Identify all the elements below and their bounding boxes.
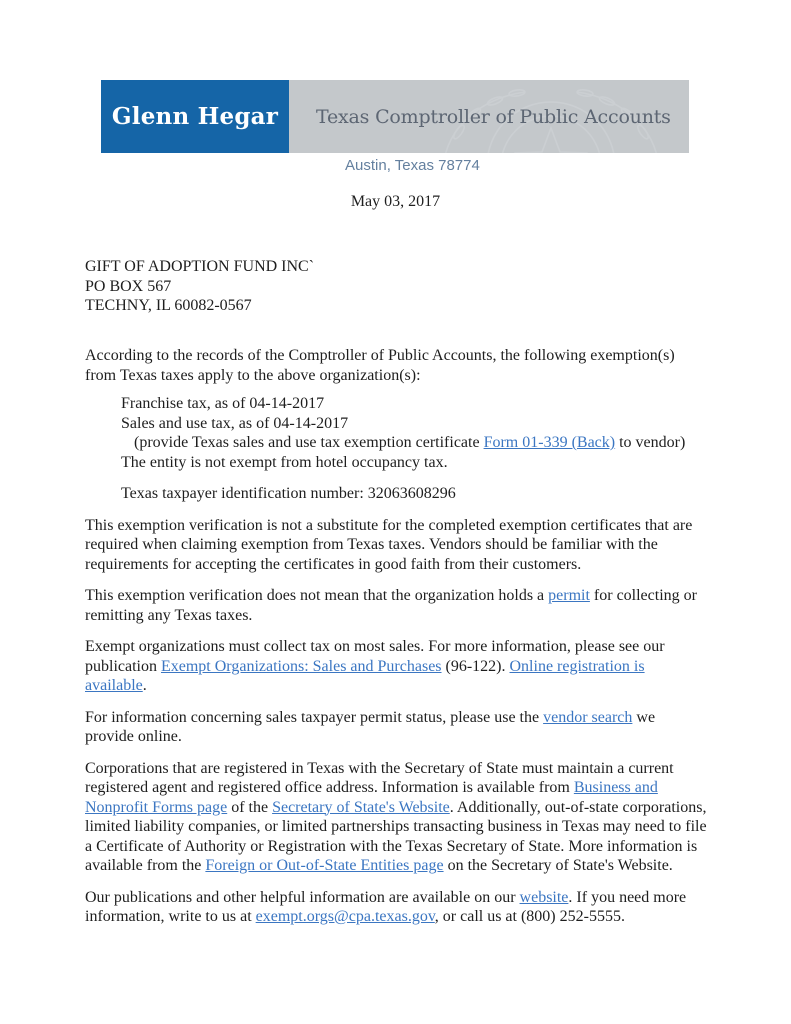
text-run: of the bbox=[227, 798, 273, 816]
recipient-line: TECHNY, IL 60082-0567 bbox=[85, 297, 252, 314]
exemption-line bbox=[85, 414, 707, 434]
text-run: (provide Texas sales and use tax exemption certificate bbox=[134, 434, 484, 451]
body-paragraph bbox=[85, 637, 707, 696]
foreign-or-out-of-state-entities-link[interactable]: Foreign or Out-of-State Entities page bbox=[205, 857, 444, 874]
exempt-orgs-email-link[interactable]: exempt.orgs@cpa.texas.gov bbox=[255, 908, 435, 925]
form-01-339-link[interactable]: Form 01-339 (Back) bbox=[483, 434, 616, 451]
exemption-line bbox=[85, 433, 707, 453]
vendor-search-link[interactable]: vendor search bbox=[543, 708, 633, 726]
exemption-line bbox=[85, 394, 707, 414]
website-link[interactable]: website bbox=[519, 888, 569, 906]
agency-name: Texas Comptroller of Public Accounts bbox=[316, 105, 671, 128]
text-run: Our publications and other helpful information are available on our bbox=[85, 888, 520, 906]
text-run: Sales and use tax, as of 04-14-2017 bbox=[121, 414, 349, 432]
text-run: for collecting or remitting any Texas taxes. bbox=[85, 587, 697, 624]
text-run: The entity is not exempt from hotel occupancy tax. bbox=[121, 453, 448, 471]
body-paragraphs bbox=[85, 516, 707, 927]
letterhead bbox=[101, 80, 689, 153]
exemption-line bbox=[85, 453, 707, 473]
letter-body bbox=[85, 346, 707, 927]
permit-link[interactable]: permit bbox=[548, 587, 590, 604]
text-run: Corporations that are registered in Texas with the Secretary of State must maintain a current registered agent and registered office address. Information is available from bbox=[85, 759, 674, 796]
official-name: Glenn Hegar bbox=[111, 103, 279, 130]
exemption-list bbox=[85, 394, 707, 472]
online-registration-link[interactable]: Online registration is available bbox=[85, 657, 645, 694]
text-run: Exempt organizations must collect tax on most sales. For more information, please see our publication bbox=[85, 638, 665, 675]
text-run: This exemption verification does not mean that the organization holds a bbox=[85, 587, 549, 604]
recipient-line: GIFT OF ADOPTION FUND INC` bbox=[85, 258, 315, 275]
recipient-line: PO BOX 567 bbox=[85, 277, 172, 295]
body-paragraph bbox=[85, 586, 707, 625]
comptroller-name-box bbox=[101, 80, 289, 153]
text-run: (96-122). bbox=[441, 657, 510, 675]
exempt-organizations-publication-link[interactable]: Exempt Organizations: Sales and Purchases bbox=[160, 657, 442, 675]
agency-band bbox=[289, 80, 689, 153]
text-run: . If you need more information, write to us at bbox=[85, 888, 687, 925]
text-run: to vendor) bbox=[615, 434, 686, 451]
body-paragraph bbox=[85, 708, 707, 747]
business-and-nonprofit-forms-link[interactable]: Business and Nonprofit Forms page bbox=[85, 779, 658, 816]
secretary-of-state-website-link[interactable]: Secretary of State's Website bbox=[272, 798, 450, 816]
text-run: . bbox=[142, 677, 147, 694]
recipient-address-block bbox=[85, 257, 314, 316]
body-paragraph bbox=[85, 888, 707, 927]
text-run: For information concerning sales taxpayer permit status, please use the bbox=[85, 708, 544, 726]
location-line: Austin, Texas 78774 bbox=[345, 157, 480, 174]
text-run: Franchise tax, as of 04-14-2017 bbox=[121, 395, 325, 412]
taxpayer-id-line: Texas taxpayer identification number: 32063608296 bbox=[121, 485, 456, 502]
intro-paragraph: According to the records of the Comptroller of Public Accounts, the following exemption(s) from Texas taxes apply to the above organization(s): bbox=[85, 347, 675, 384]
text-run: . Additionally, out-of-state corporations, limited liability companies, or limited partnerships transacting business in Texas may need to file a Certificate of Authority or Registration with the Texas Secretary of State. More information is available from the bbox=[85, 798, 707, 874]
body-paragraph bbox=[85, 516, 707, 575]
letter-date: May 03, 2017 bbox=[350, 193, 441, 210]
text-run: This exemption verification is not a substitute for the completed exemption certificates that are required when claiming exemption from Texas taxes. Vendors should be familiar with the requirements for accepting the certificates in good faith from their customers. bbox=[85, 516, 693, 573]
text-run: we provide online. bbox=[85, 708, 656, 745]
text-run: on the Secretary of State's Website. bbox=[443, 857, 673, 874]
body-paragraph bbox=[85, 759, 707, 876]
text-run: , or call us at (800) 252-5555. bbox=[434, 908, 625, 925]
